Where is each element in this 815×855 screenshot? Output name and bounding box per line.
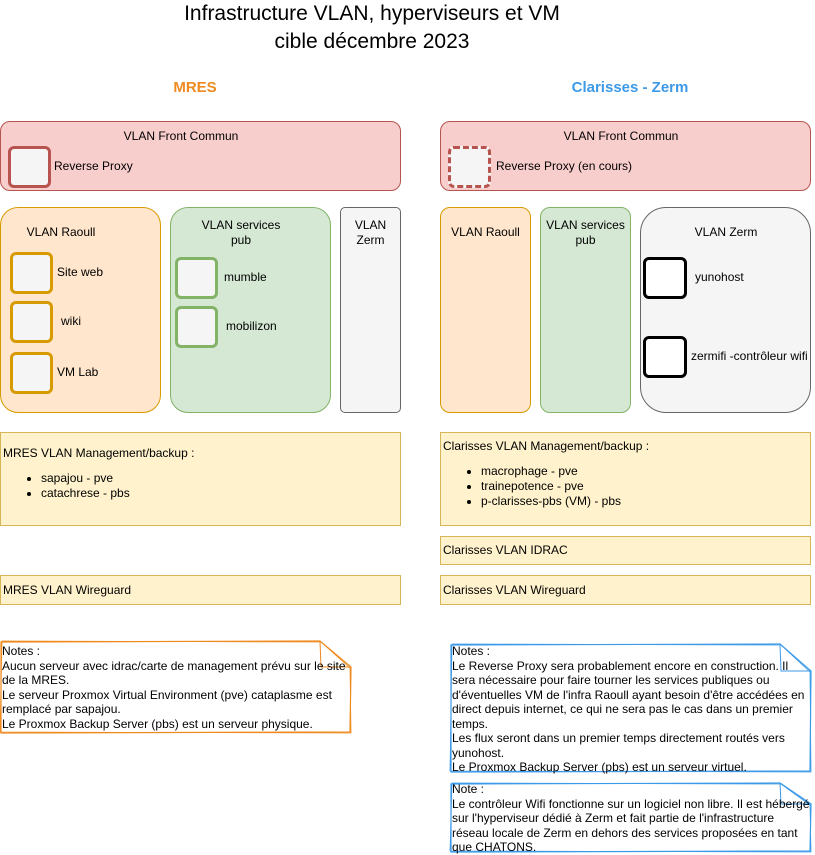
- mres-vm-lab: [10, 352, 53, 394]
- clarisses-vlan-wireguard: [440, 575, 811, 605]
- clarisses-note-2-text: Note : Le contrôleur Wifi fonctionne sur un logiciel non libre. Il est hébergé sur l'hyperviseur dédié à Zerm et fait partie de l'infrastructure réseau locale de Zerm en dehors des services proposées en tant que CHATONS.: [452, 782, 810, 854]
- mres-vlan-raoull-label: VLAN Raoull: [26, 225, 96, 239]
- mres-management-item: • sapajou - pve: [41, 471, 400, 486]
- mres-note-text: Notes : Aucun serveur avec idrac/carte de management prévu sur le site de la MRES. Le serveur Proxmox Virtual Environment (pve) cataplasme est remplacé par sapajou. Le Proxmox Backup Server (pbs) est un serveur physique.: [2, 644, 346, 731]
- clarisses-management-item: • macrophage - pve: [481, 464, 810, 479]
- mres-vlan-zerm: [340, 207, 401, 413]
- mres-vlan-raoull: [0, 207, 161, 413]
- mres-management-list: [1, 471, 400, 501]
- mres-wireguard-label: MRES VLAN Wireguard: [3, 583, 132, 597]
- mres-vm-site-web: [10, 252, 53, 294]
- mres-vlan-services-pub: [170, 207, 331, 413]
- clarisses-note-1: [450, 643, 812, 773]
- clarisses-management-item: • p-clarisses-pbs (VM) - pbs: [481, 494, 810, 509]
- clarisses-management-list: [441, 464, 810, 509]
- mres-vlan-front-label: VLAN Front Commun: [123, 129, 239, 143]
- clarisses-note-1-text: Notes : Le Reverse Proxy sera probablement encore en construction. Il sera nécessaire pour faire tourner les services publiques ou d'éventuelles VM de l'infra Raoull ayant besoin d'être accédées en direct depuis internet, ce qui ne sera pas le cas dans un premier temps. Les flux seront dans un premier temps directement routés vers yunohost. Le Proxmox Backup Server (pbs) est un serveur virtuel.: [452, 644, 805, 774]
- clarisses-vlan-raoull: [440, 207, 531, 413]
- mres-vm-mobilizon: [175, 306, 218, 348]
- clarisses-vm-zermifi-label: zermifi -contrôleur wifi: [691, 349, 808, 363]
- clarisses-vm-zermifi: [643, 336, 687, 378]
- mres-vlan-wireguard: [0, 575, 401, 605]
- diagram-title: [130, 0, 614, 56]
- diagram-title-line2: cible décembre 2023: [274, 30, 470, 53]
- mres-vlan-pub-label: VLAN services pub: [201, 218, 281, 247]
- mres-vlan-management: [0, 432, 401, 526]
- mres-reverse-proxy-label: Reverse Proxy: [54, 159, 133, 173]
- clarisses-idrac-label: Clarisses VLAN IDRAC: [443, 543, 568, 557]
- clarisses-vlan-raoull-label: VLAN Raoull: [451, 225, 520, 239]
- clarisses-note-2: [450, 782, 812, 853]
- clarisses-reverse-proxy-label: Reverse Proxy (en cours): [496, 159, 633, 173]
- clarisses-vm-yunohost-label: yunohost: [695, 270, 744, 284]
- clarisses-vlan-zerm-label: VLAN Zerm: [694, 225, 758, 239]
- mres-vlan-front: [0, 121, 401, 191]
- clarisses-vlan-pub-label: VLAN services pub: [546, 218, 625, 247]
- clarisses-management-label: Clarisses VLAN Management/backup :: [443, 439, 650, 453]
- clarisses-vlan-management: [440, 432, 811, 526]
- clarisses-vlan-front: [440, 121, 811, 191]
- mres-vm-lab-label: VM Lab: [57, 365, 99, 379]
- mres-vm-mumble: [175, 257, 218, 299]
- mres-reverse-proxy-vm: [8, 146, 51, 188]
- mres-vm-mumble-label: mumble: [224, 270, 267, 284]
- clarisses-wireguard-label: Clarisses VLAN Wireguard: [443, 583, 586, 597]
- site-title-clarisses: Clarisses - Zerm: [571, 79, 689, 96]
- site-title-mres: MRES: [173, 79, 217, 96]
- diagram-title-line1: Infrastructure VLAN, hyperviseurs et VM: [184, 2, 560, 25]
- mres-note: [0, 640, 352, 734]
- clarisses-vm-yunohost: [643, 257, 687, 299]
- mres-management-label: MRES VLAN Management/backup :: [3, 446, 195, 460]
- mres-vm-mobilizon-label: mobilizon: [226, 319, 277, 333]
- mres-vlan-zerm-label: VLAN Zerm: [354, 218, 387, 247]
- clarisses-vlan-services-pub: [540, 207, 631, 413]
- mres-management-item: • catachrese - pbs: [41, 486, 400, 501]
- mres-vm-site-web-label: Site web: [57, 265, 104, 279]
- clarisses-vlan-zerm: [640, 207, 811, 413]
- clarisses-vlan-idrac: [440, 536, 811, 565]
- mres-vm-wiki-label: wiki: [61, 314, 81, 328]
- clarisses-vlan-front-label: VLAN Front Commun: [563, 129, 679, 143]
- clarisses-reverse-proxy-vm: [448, 146, 491, 188]
- clarisses-management-item: • trainepotence - pve: [481, 479, 810, 494]
- mres-vm-wiki: [10, 301, 53, 343]
